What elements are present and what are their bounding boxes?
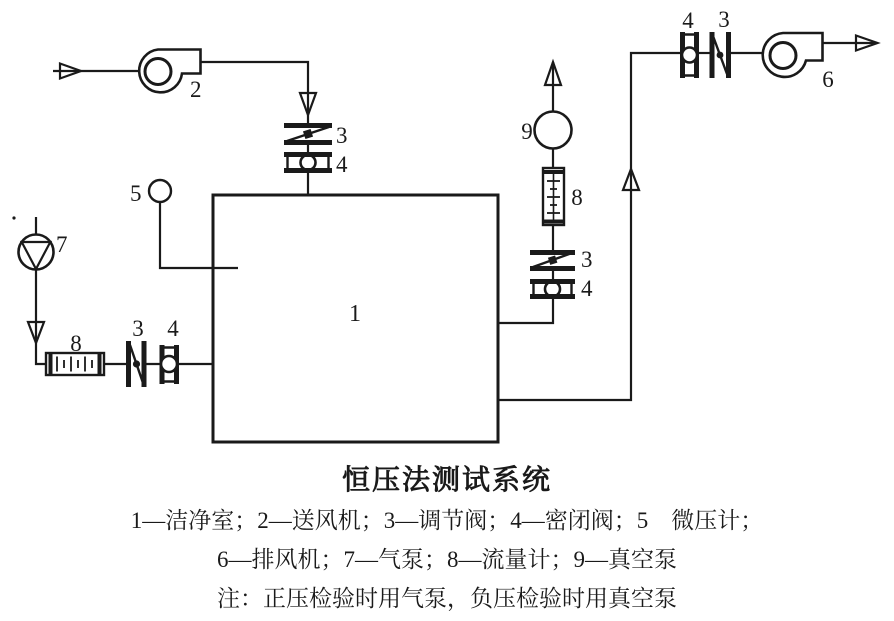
stray-dot bbox=[12, 216, 15, 219]
regulating-valve-symbol bbox=[712, 32, 729, 78]
sealing-valve-symbol bbox=[680, 32, 699, 78]
sealing-valve-symbol bbox=[160, 345, 179, 384]
component-label: 8 bbox=[571, 185, 583, 210]
component-label: 3 bbox=[336, 123, 348, 148]
component-label: 6 bbox=[822, 67, 834, 92]
air-pump-symbol bbox=[12, 216, 67, 269]
supply-fan-symbol bbox=[139, 50, 201, 103]
sealing-valve-symbol bbox=[284, 152, 332, 173]
component-label: 3 bbox=[581, 247, 593, 272]
regulating-valve-symbol bbox=[129, 341, 145, 387]
pipe-line bbox=[200, 62, 308, 123]
pipe-line bbox=[498, 299, 553, 323]
component-label: 3 bbox=[718, 7, 730, 32]
pipe-line bbox=[160, 202, 238, 268]
vacuum-pump-symbol bbox=[521, 112, 571, 149]
legend-line-3: 注：正压检验时用气泵，负压检验时用真空泵 bbox=[217, 586, 677, 611]
component-label: 7 bbox=[56, 232, 68, 257]
regulating-valve-symbol bbox=[284, 126, 332, 143]
clean-room bbox=[213, 195, 498, 442]
diagram-title: 恒压法测试系统 bbox=[341, 465, 552, 496]
component-label: 4 bbox=[336, 152, 348, 177]
legend-line-2: 6—排风机；7—气泵；8—流量计；9—真空泵 bbox=[217, 547, 677, 572]
legend-line-1: 1—洁净室；2—送风机；3—调节阀；4—密闭阀；5 微压计； bbox=[130, 508, 764, 533]
component-label: 3 bbox=[132, 316, 144, 341]
pipe-line bbox=[36, 270, 46, 364]
flowmeter-symbol bbox=[543, 168, 564, 225]
sealing-valve-symbol bbox=[530, 279, 575, 299]
component-label: 4 bbox=[167, 316, 179, 341]
pipe-line bbox=[498, 53, 681, 400]
component-label: 1 bbox=[349, 301, 361, 327]
component-label: 4 bbox=[581, 276, 593, 301]
exhaust-fan-symbol bbox=[763, 33, 834, 92]
flowmeter-symbol bbox=[46, 353, 104, 375]
regulating-valve-symbol bbox=[530, 253, 575, 269]
micro-manometer-symbol bbox=[130, 180, 171, 206]
component-label: 4 bbox=[682, 8, 694, 33]
component-label: 2 bbox=[190, 77, 202, 102]
component-label: 5 bbox=[130, 181, 142, 206]
component-label: 8 bbox=[70, 331, 82, 356]
component-label: 9 bbox=[521, 119, 533, 144]
